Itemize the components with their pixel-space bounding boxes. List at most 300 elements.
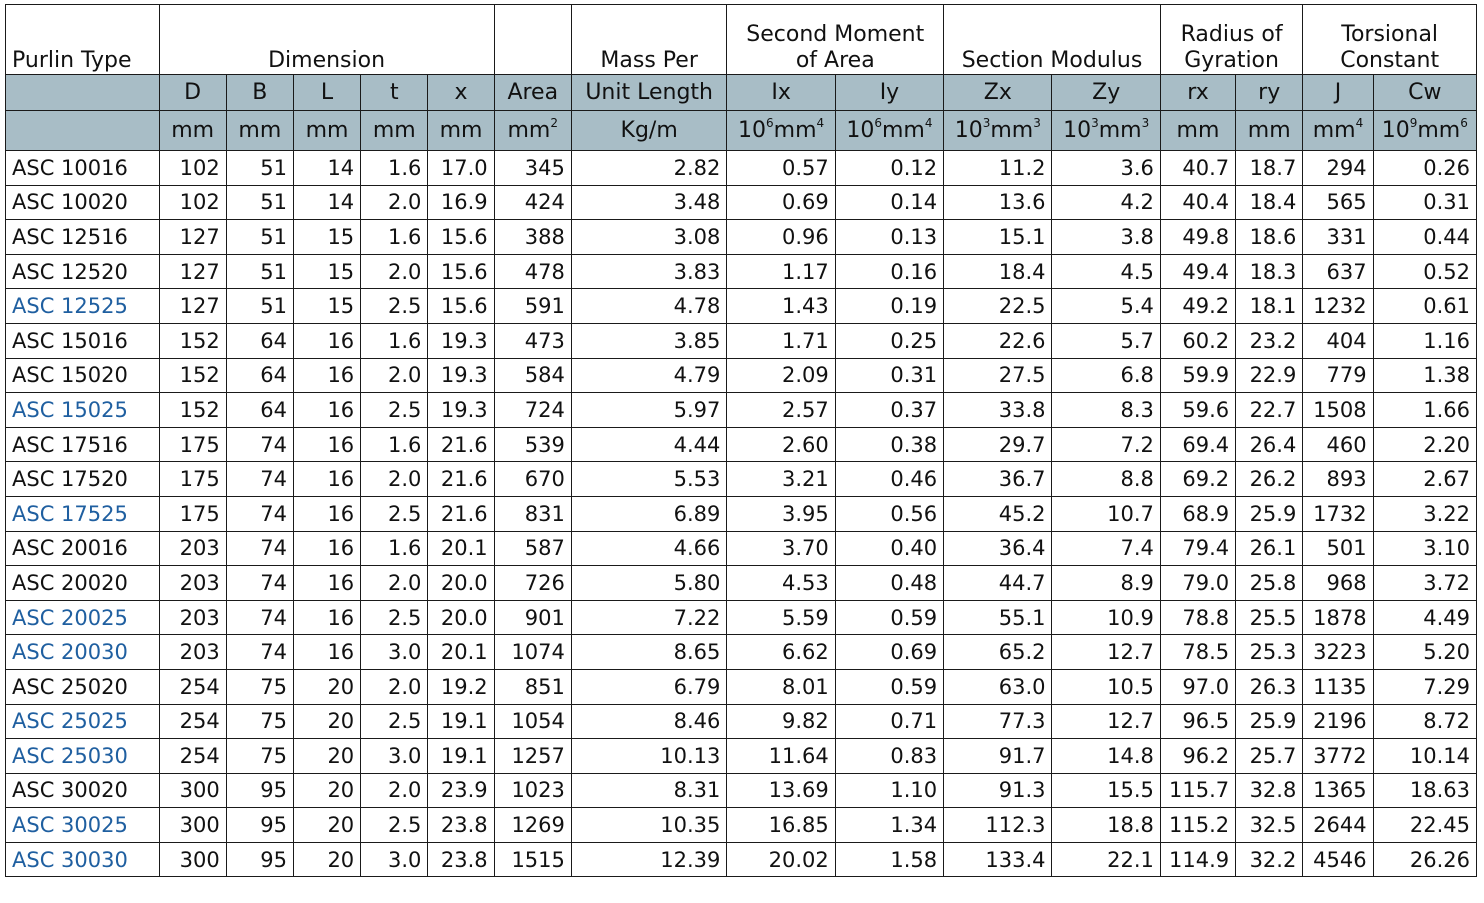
value-cell: 26.3 (1236, 669, 1303, 704)
value-cell: 3.8 (1052, 220, 1160, 255)
radius-line2: Gyration (1184, 48, 1279, 73)
value-cell: 127 (159, 289, 226, 324)
value-cell: 0.57 (727, 151, 835, 186)
purlin-type-cell: ASC 12520 (6, 254, 160, 289)
value-cell: 40.4 (1160, 185, 1235, 220)
value-cell: 8.8 (1052, 462, 1160, 497)
value-cell: 294 (1303, 151, 1373, 186)
value-cell: 74 (226, 462, 293, 497)
value-cell: 18.1 (1236, 289, 1303, 324)
value-cell: 15.6 (428, 289, 494, 324)
unit-exponent: 4 (1355, 116, 1364, 130)
unit-base: Kg/m (620, 118, 678, 143)
section-modulus-header: Section Modulus (944, 5, 1161, 75)
value-cell: 33.8 (944, 393, 1052, 428)
value-cell: 10.5 (1052, 669, 1160, 704)
unit-prefix: 10 (954, 118, 983, 143)
table-row (6, 323, 1477, 358)
value-cell: 10.14 (1373, 739, 1476, 774)
purlin-type-cell: ASC 15025 (6, 393, 160, 428)
value-cell: 0.14 (835, 185, 943, 220)
value-cell: 6.79 (571, 669, 727, 704)
column-unit (1236, 111, 1303, 151)
column-symbol: Ix (727, 75, 835, 111)
value-cell: 18.6 (1236, 220, 1303, 255)
purlin-type-cell: ASC 30025 (6, 808, 160, 843)
header-row-units (6, 111, 1477, 151)
table-row (6, 669, 1477, 704)
value-cell: 2.0 (361, 462, 428, 497)
value-cell: 4.2 (1052, 185, 1160, 220)
value-cell: 51 (226, 185, 293, 220)
value-cell: 831 (494, 496, 571, 531)
value-cell: 3.85 (571, 323, 727, 358)
value-cell: 7.29 (1373, 669, 1476, 704)
value-cell: 16 (293, 531, 360, 566)
value-cell: 102 (159, 151, 226, 186)
value-cell: 5.80 (571, 566, 727, 601)
value-cell: 0.56 (835, 496, 943, 531)
value-cell: 0.69 (727, 185, 835, 220)
value-cell: 473 (494, 323, 571, 358)
unit-base: mm (1417, 118, 1461, 143)
value-cell: 10.7 (1052, 496, 1160, 531)
value-cell: 74 (226, 427, 293, 462)
column-unit (226, 111, 293, 151)
value-cell: 584 (494, 358, 571, 393)
value-cell: 4.44 (571, 427, 727, 462)
value-cell: 203 (159, 531, 226, 566)
table-row (6, 600, 1477, 635)
mass-per-header: Mass Per (571, 5, 727, 75)
value-cell: 16 (293, 496, 360, 531)
value-cell: 26.1 (1236, 531, 1303, 566)
value-cell: 0.96 (727, 220, 835, 255)
column-symbol: Unit Length (571, 75, 727, 111)
value-cell: 0.61 (1373, 289, 1476, 324)
value-cell: 13.6 (944, 185, 1052, 220)
value-cell: 19.3 (428, 323, 494, 358)
value-cell: 5.53 (571, 462, 727, 497)
unit-base: mm (1247, 118, 1291, 143)
value-cell: 25.3 (1236, 635, 1303, 670)
value-cell: 7.22 (571, 600, 727, 635)
value-cell: 19.2 (428, 669, 494, 704)
value-cell: 4546 (1303, 842, 1373, 877)
purlin-type-cell: ASC 25025 (6, 704, 160, 739)
value-cell: 3.95 (727, 496, 835, 531)
value-cell: 2.0 (361, 669, 428, 704)
value-cell: 77.3 (944, 704, 1052, 739)
value-cell: 203 (159, 566, 226, 601)
value-cell: 55.1 (944, 600, 1052, 635)
table-row (6, 496, 1477, 531)
value-cell: 0.19 (835, 289, 943, 324)
unit-prefix-exponent: 3 (1091, 116, 1099, 130)
value-cell: 64 (226, 393, 293, 428)
value-cell: 5.59 (727, 600, 835, 635)
value-cell: 2.57 (727, 393, 835, 428)
value-cell: 6.89 (571, 496, 727, 531)
value-cell: 724 (494, 393, 571, 428)
unit-exponent: 6 (1460, 116, 1468, 130)
value-cell: 424 (494, 185, 571, 220)
unit-prefix: 10 (1063, 118, 1092, 143)
value-cell: 1023 (494, 773, 571, 808)
value-cell: 20.0 (428, 600, 494, 635)
value-cell: 20.1 (428, 531, 494, 566)
purlin-type-cell: ASC 15020 (6, 358, 160, 393)
value-cell: 0.44 (1373, 220, 1476, 255)
value-cell: 152 (159, 323, 226, 358)
value-cell: 3.6 (1052, 151, 1160, 186)
value-cell: 23.9 (428, 773, 494, 808)
value-cell: 19.3 (428, 358, 494, 393)
value-cell: 51 (226, 254, 293, 289)
value-cell: 32.5 (1236, 808, 1303, 843)
unit-base: mm (439, 118, 483, 143)
second-moment-header (727, 5, 944, 75)
value-cell: 51 (226, 220, 293, 255)
column-symbol: t (361, 75, 428, 111)
value-cell: 152 (159, 358, 226, 393)
value-cell: 2.67 (1373, 462, 1476, 497)
table-row (6, 531, 1477, 566)
value-cell: 97.0 (1160, 669, 1235, 704)
value-cell: 16 (293, 323, 360, 358)
value-cell: 0.52 (1373, 254, 1476, 289)
value-cell: 3.83 (571, 254, 727, 289)
unit-prefix-exponent: 3 (982, 116, 991, 130)
column-unit (1160, 111, 1235, 151)
column-unit (428, 111, 494, 151)
value-cell: 16 (293, 462, 360, 497)
value-cell: 60.2 (1160, 323, 1235, 358)
value-cell: 16 (293, 358, 360, 393)
value-cell: 152 (159, 393, 226, 428)
column-symbol: Zx (944, 75, 1052, 111)
value-cell: 1.6 (361, 151, 428, 186)
value-cell: 637 (1303, 254, 1373, 289)
value-cell: 18.8 (1052, 808, 1160, 843)
radius-of-gyration-header (1160, 5, 1302, 75)
value-cell: 2644 (1303, 808, 1373, 843)
unit-prefix-exponent: 9 (1409, 116, 1418, 130)
value-cell: 22.1 (1052, 842, 1160, 877)
value-cell: 20.0 (428, 566, 494, 601)
value-cell: 74 (226, 600, 293, 635)
value-cell: 14.8 (1052, 739, 1160, 774)
table-row (6, 185, 1477, 220)
value-cell: 6.62 (727, 635, 835, 670)
purlin-type-cell: ASC 17525 (6, 496, 160, 531)
value-cell: 1135 (1303, 669, 1373, 704)
value-cell: 8.9 (1052, 566, 1160, 601)
value-cell: 1054 (494, 704, 571, 739)
unit-prefix: 10 (846, 118, 875, 143)
value-cell: 1.71 (727, 323, 835, 358)
value-cell: 0.59 (835, 669, 943, 704)
value-cell: 2196 (1303, 704, 1373, 739)
value-cell: 18.7 (1236, 151, 1303, 186)
value-cell: 21.6 (428, 496, 494, 531)
value-cell: 16 (293, 393, 360, 428)
value-cell: 115.2 (1160, 808, 1235, 843)
value-cell: 25.5 (1236, 600, 1303, 635)
value-cell: 779 (1303, 358, 1373, 393)
value-cell: 5.4 (1052, 289, 1160, 324)
value-cell: 0.37 (835, 393, 943, 428)
unit-exponent: 2 (550, 116, 559, 130)
value-cell: 8.3 (1052, 393, 1160, 428)
value-cell: 20 (293, 739, 360, 774)
value-cell: 1232 (1303, 289, 1373, 324)
value-cell: 75 (226, 669, 293, 704)
value-cell: 79.0 (1160, 566, 1235, 601)
purlin-type-cell: ASC 15016 (6, 323, 160, 358)
column-unit (571, 111, 727, 151)
column-symbol: L (293, 75, 360, 111)
value-cell: 79.4 (1160, 531, 1235, 566)
value-cell: 388 (494, 220, 571, 255)
value-cell: 1365 (1303, 773, 1373, 808)
value-cell: 15 (293, 220, 360, 255)
value-cell: 23.2 (1236, 323, 1303, 358)
value-cell: 2.09 (727, 358, 835, 393)
value-cell: 4.66 (571, 531, 727, 566)
value-cell: 851 (494, 669, 571, 704)
value-cell: 175 (159, 427, 226, 462)
value-cell: 25.9 (1236, 704, 1303, 739)
value-cell: 15.6 (428, 220, 494, 255)
purlin-type-header: Purlin Type (6, 5, 160, 75)
table-row (6, 393, 1477, 428)
value-cell: 11.64 (727, 739, 835, 774)
unit-exponent: 3 (1033, 116, 1041, 130)
value-cell: 2.82 (571, 151, 727, 186)
unit-exponent: 4 (816, 116, 825, 130)
column-unit (944, 111, 1052, 151)
value-cell: 74 (226, 635, 293, 670)
value-cell: 19.1 (428, 739, 494, 774)
value-cell: 0.31 (835, 358, 943, 393)
value-cell: 300 (159, 773, 226, 808)
value-cell: 21.6 (428, 427, 494, 462)
value-cell: 2.0 (361, 773, 428, 808)
unit-exponent: 4 (924, 116, 933, 130)
value-cell: 6.8 (1052, 358, 1160, 393)
column-unit (1052, 111, 1160, 151)
purlin-type-cell: ASC 20016 (6, 531, 160, 566)
value-cell: 254 (159, 704, 226, 739)
value-cell: 1.6 (361, 220, 428, 255)
value-cell: 20 (293, 808, 360, 843)
value-cell: 22.45 (1373, 808, 1476, 843)
value-cell: 3.72 (1373, 566, 1476, 601)
dimension-header: Dimension (159, 5, 494, 75)
value-cell: 23.8 (428, 808, 494, 843)
value-cell: 127 (159, 220, 226, 255)
value-cell: 1515 (494, 842, 571, 877)
unit-base: mm (990, 118, 1034, 143)
unit-base: mm (1312, 118, 1356, 143)
table-row (6, 254, 1477, 289)
value-cell: 13.69 (727, 773, 835, 808)
value-cell: 0.83 (835, 739, 943, 774)
torsional-constant-header (1303, 5, 1477, 75)
value-cell: 175 (159, 496, 226, 531)
unit-prefix-exponent: 6 (874, 116, 882, 130)
value-cell: 20 (293, 842, 360, 877)
value-cell: 2.0 (361, 358, 428, 393)
value-cell: 16.85 (727, 808, 835, 843)
value-cell: 1.43 (727, 289, 835, 324)
value-cell: 1.34 (835, 808, 943, 843)
value-cell: 95 (226, 808, 293, 843)
value-cell: 565 (1303, 185, 1373, 220)
value-cell: 10.35 (571, 808, 727, 843)
column-unit (361, 111, 428, 151)
value-cell: 1269 (494, 808, 571, 843)
unit-prefix: 10 (738, 118, 766, 143)
value-cell: 0.25 (835, 323, 943, 358)
value-cell: 102 (159, 185, 226, 220)
value-cell: 254 (159, 739, 226, 774)
table-row (6, 220, 1477, 255)
value-cell: 0.38 (835, 427, 943, 462)
value-cell: 0.46 (835, 462, 943, 497)
symbol-blank (6, 75, 160, 111)
table-row (6, 704, 1477, 739)
value-cell: 0.16 (835, 254, 943, 289)
value-cell: 95 (226, 773, 293, 808)
column-symbol: Area (494, 75, 571, 111)
value-cell: 0.26 (1373, 151, 1476, 186)
value-cell: 75 (226, 704, 293, 739)
value-cell: 1.6 (361, 323, 428, 358)
value-cell: 18.4 (944, 254, 1052, 289)
column-unit (1373, 111, 1476, 151)
purlin-type-cell: ASC 25020 (6, 669, 160, 704)
column-symbol: rx (1160, 75, 1235, 111)
area-group-header (494, 5, 571, 75)
value-cell: 17.0 (428, 151, 494, 186)
value-cell: 27.5 (944, 358, 1052, 393)
value-cell: 18.63 (1373, 773, 1476, 808)
value-cell: 20 (293, 773, 360, 808)
unit-base: mm (773, 118, 817, 143)
value-cell: 254 (159, 669, 226, 704)
value-cell: 2.5 (361, 289, 428, 324)
column-symbol: Cw (1373, 75, 1476, 111)
value-cell: 22.6 (944, 323, 1052, 358)
value-cell: 25.9 (1236, 496, 1303, 531)
purlin-type-cell: ASC 20030 (6, 635, 160, 670)
value-cell: 8.46 (571, 704, 727, 739)
value-cell: 0.69 (835, 635, 943, 670)
value-cell: 300 (159, 808, 226, 843)
value-cell: 65.2 (944, 635, 1052, 670)
value-cell: 59.6 (1160, 393, 1235, 428)
header-row-groups (6, 5, 1477, 75)
value-cell: 726 (494, 566, 571, 601)
value-cell: 78.5 (1160, 635, 1235, 670)
value-cell: 1.58 (835, 842, 943, 877)
unit-exponent: 3 (1141, 116, 1150, 130)
value-cell: 7.2 (1052, 427, 1160, 462)
value-cell: 26.4 (1236, 427, 1303, 462)
value-cell: 133.4 (944, 842, 1052, 877)
value-cell: 2.20 (1373, 427, 1476, 462)
value-cell: 36.7 (944, 462, 1052, 497)
value-cell: 91.3 (944, 773, 1052, 808)
value-cell: 115.7 (1160, 773, 1235, 808)
value-cell: 893 (1303, 462, 1373, 497)
value-cell: 10.13 (571, 739, 727, 774)
table-row (6, 358, 1477, 393)
value-cell: 36.4 (944, 531, 1052, 566)
purlin-type-cell: ASC 20025 (6, 600, 160, 635)
value-cell: 64 (226, 358, 293, 393)
value-cell: 1257 (494, 739, 571, 774)
value-cell: 22.5 (944, 289, 1052, 324)
value-cell: 3.0 (361, 842, 428, 877)
value-cell: 68.9 (1160, 496, 1235, 531)
value-cell: 16 (293, 635, 360, 670)
value-cell: 8.65 (571, 635, 727, 670)
value-cell: 40.7 (1160, 151, 1235, 186)
value-cell: 3.22 (1373, 496, 1476, 531)
value-cell: 1878 (1303, 600, 1373, 635)
radius-line1: Radius of (1180, 22, 1283, 47)
value-cell: 51 (226, 289, 293, 324)
unit-base: mm (507, 118, 551, 143)
value-cell: 5.97 (571, 393, 727, 428)
value-cell: 0.13 (835, 220, 943, 255)
value-cell: 16.9 (428, 185, 494, 220)
value-cell: 1.10 (835, 773, 943, 808)
value-cell: 203 (159, 635, 226, 670)
value-cell: 345 (494, 151, 571, 186)
purlin-type-cell: ASC 12525 (6, 289, 160, 324)
value-cell: 591 (494, 289, 571, 324)
value-cell: 2.0 (361, 566, 428, 601)
value-cell: 1074 (494, 635, 571, 670)
purlin-type-cell: ASC 20020 (6, 566, 160, 601)
table-row (6, 289, 1477, 324)
value-cell: 9.82 (727, 704, 835, 739)
column-unit (1303, 111, 1373, 151)
value-cell: 16 (293, 427, 360, 462)
value-cell: 2.5 (361, 496, 428, 531)
table-row (6, 808, 1477, 843)
table-row (6, 566, 1477, 601)
value-cell: 49.2 (1160, 289, 1235, 324)
unit-base: mm (305, 118, 349, 143)
value-cell: 0.71 (835, 704, 943, 739)
torsional-line1: Torsional (1341, 22, 1439, 47)
column-unit (494, 111, 571, 151)
value-cell: 0.48 (835, 566, 943, 601)
value-cell: 901 (494, 600, 571, 635)
column-symbol: Iy (835, 75, 943, 111)
value-cell: 112.3 (944, 808, 1052, 843)
value-cell: 1.6 (361, 531, 428, 566)
table-row (6, 739, 1477, 774)
column-symbol: D (159, 75, 226, 111)
value-cell: 2.0 (361, 185, 428, 220)
table-row (6, 462, 1477, 497)
